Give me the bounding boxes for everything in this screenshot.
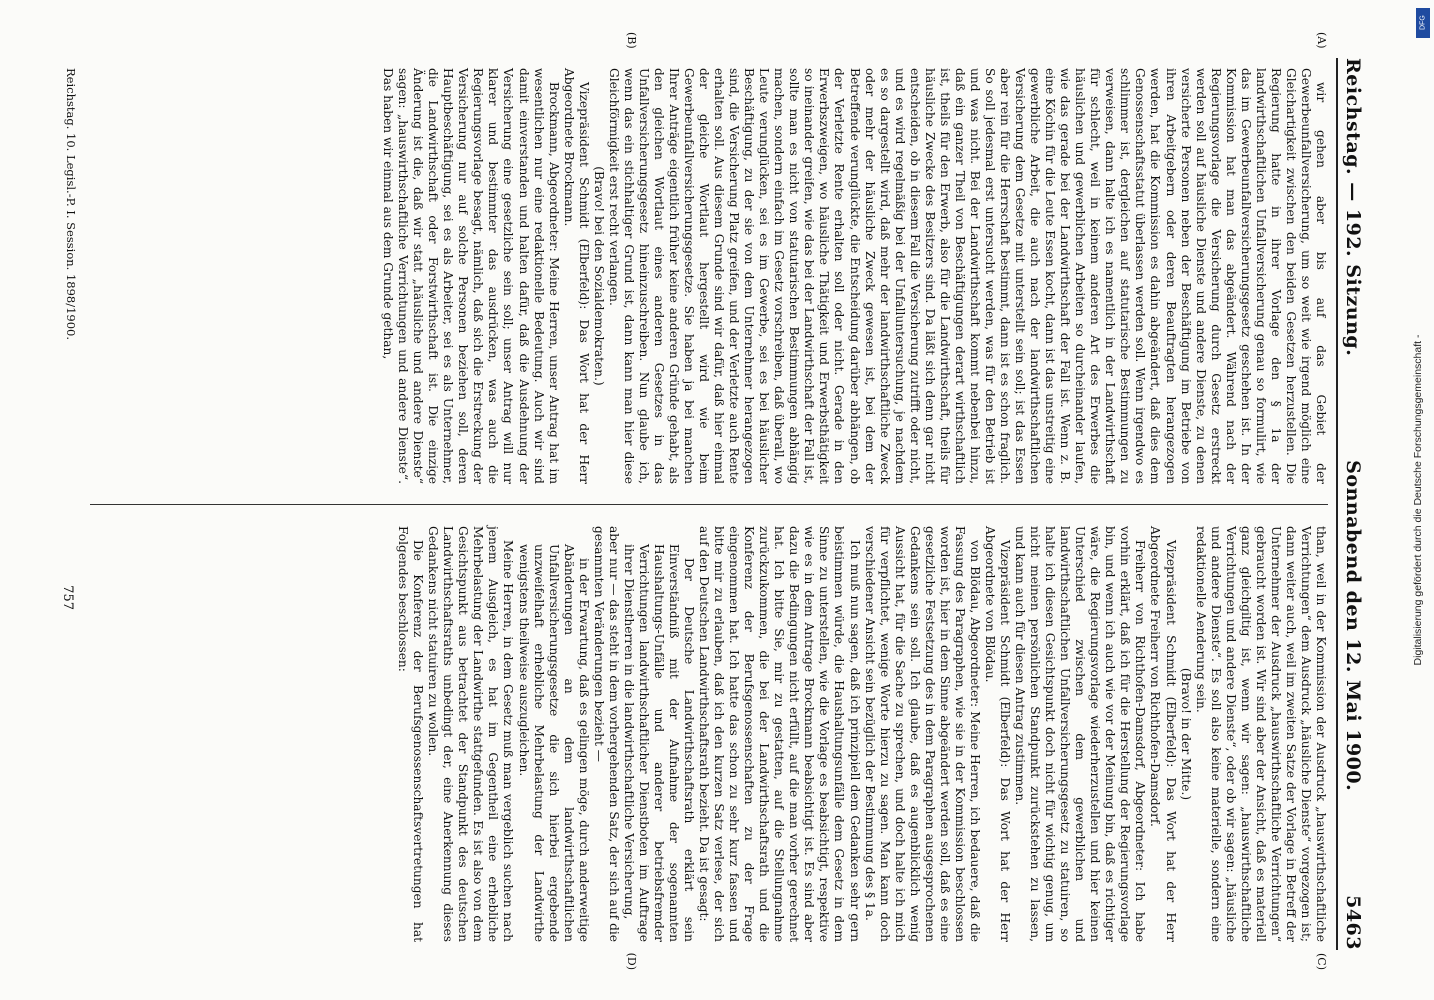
page-header [1336, 58, 1372, 950]
right-column [90, 526, 1328, 942]
paragraph: than, weil in der Kommission der Ausdruck „hauswirthschaftliche Verrichtungen“ dem Ausdruck „häusliche Dienste“ vorgezogen ist; dann weiter auch, weil im zweiten Satze der Vorlage in Betreff der Unternehmer der Ausdruck „hauswirthschaftliche Verrichtungen“ gebraucht worden ist. Wir sind aber der Ansicht, daß es materiell ganz gleichgiltig ist, wenn wir sagen: „hauswirthschaftliche Verrichtungen und andere Dienste“, oder ob wir sagen: „häusliche und andere Dienste“. Es soll also keine materielle, sondern eine redaktionelle Aenderung sein. [1193, 526, 1328, 942]
paragraph: aber nur — das steht in dem vorhergehenden Satz, der sich auf die gesammten Veränderungen bezieht — [591, 526, 621, 942]
footer-session: Reichstag. 10. Legisl.-P. I. Session. 1898/1900. [64, 68, 78, 341]
paragraph: Freiherr von Richthofen-Damsdorf, Abgeordneter: Ich habe vorhin erklärt, daß ich für die Herstellung der Regierungsvorlage bin, und wenn ich auch wie vor der Meinung bin, daß es richtiger wäre, die Regierungsvorlage wiederherzustellen und hier keinen Unterschied zwischen dem gewerblichen und landwirthschaftlichen Unfallversicherungsgesetz zu statuiren, so halte ich diesen Gesichtspunkt doch nicht für wichtig genug, um nicht meinen persönlichen Standpunkt zurückstehen zu lassen, und kann auch für diesen Antrag zustimmen. [1013, 526, 1148, 942]
paragraph: Vizepräsident Schmidt (Elberfeld): Das Wort hat der Herr Abgeordnete Brockmann. [561, 68, 591, 484]
paragraph: wir gehen aber bis auf das Gebiet der Gewerbeunfallversicherung, um so weit wie irgend möglich eine Gleichartigkeit zwischen den beiden Gesetzen herzustellen. Die Regierung hatte in ihrer Vorlage den § 1a der landwirthschaftlichen Unfallversicherung genau so formulirt, wie das im Gewerbeunfallversicherungsgesetz geschehen ist. In der Kommission hat man das abgeändert. Während nach der Regierungsvorlage die Versicherung durch Gesetz erstreckt werden soll auf häusliche Dienste und andere Dienste, zu denen versicherte Personen neben der Beschäftigung im Betriebe von ihren Arbeitgebern oder deren Beauftragten herangezogen werden, hat die Kommission es dahin abgeändert, daß dies dem Genossenschaftsstatut überlassen werden soll. Wenn irgendwo es schlimmer ist, dergleichen auf statutarische Bestimmungen zu verweisen, dann halte ich es namentlich in der Landwirthschaft für schlecht, weil in keinem anderen Art des Erwerbes die häuslichen und gewerblichen Arbeiten so durcheinander laufen, wie das gerade bei der Landwirthschaft der Fall ist. Wenn z. B. eine Köchin für die Leute Essen kocht, dann ist das unstreitig eine gewerbliche Arbeit, die auch nach der landwirthschaftlichen Versicherung dem Gesetze mit unterstellt sein soll; ist das Essen aber rein für die Herrschaft bestimmt, dann ist es schon fraglich. So soll jedesmal erst untersucht werden, was für den Betrieb ist und was nicht. Bei der Landwirthschaft kommt nebenbei hinzu, daß ein ganzer Theil von Beschäftigungen derart wirthschaftlich ist, theils für den Erwerb, also für die Landwirthschaft, theils für häusliche Zwecke des Besitzers sind. Da läßt sich denn gar nicht entscheiden, ob in diesem Fall die Versicherung zutrifft oder nicht, und es wird regelmäßig bei der Unfalluntersuchung, je nachdem es so dargestellt wird, daß mehr der landwirthschaftliche Zweck oder mehr der häusliche Zweck gewesen ist, bei dem der Betreffende verunglückte, die Entscheidung darüber abhängen, ob der Verletzte Rente erhalten soll oder nicht. Gerade in den Erwerbszweigen, wo häusliche Thätigkeit und Erwerbsthätigkeit so ineinander greifen, wie das bei der Landwirthschaft der Fall ist, sollte man es nicht von statutarischen Bestimmungen abhängig machen, sondern einfach im Gesetz vorschreiben, daß überall, wo Leute verunglücken, sei es im Gewerbe, sei es bei häuslicher Beschäftigung, zu der sie von dem Unternehmer herangezogen sind, die Versicherung Platz greifen, und der Verletzte auch Rente erhalten soll. Aus diesem Grunde sind wir dafür, daß hier einmal der gleiche Wortlaut hergestellt wird wie beim Gewerbeunfallversicherungsgesetze. Sie haben ja bei manchen Ihrer Anträge eigentlich früher keine anderen Gründe gehabt, als den gleichen Wortlaut eines anderen Gesetzes in das Unfallversicherungsgesetz hineinzuschreiben. Nun glaube ich, wenn das ein stichhaltiger Grund ist, dann kann man hier diese Gleichförmigkeit erst recht verlangen. [606, 68, 1328, 484]
page-number: 5463 [1342, 895, 1364, 950]
paragraph: Brockmann, Abgeordneter: Meine Herren, unser Antrag hat im wesentlichen nur eine redaktionelle Bedeutung. Auch wir sind damit einverstanden und halten dafür, daß die Ausdehnung der Versicherung eine gesetzliche sein soll; unser Antrag will nur klarer und bestimmter das ausdrücken, was auch die Regierungsvorlage besagt, nämlich, daß sich die Erstreckung der Versicherung nur auf solche Personen beziehen soll, deren Hauptbeschäftigung, sei es als Arbeiter, sei es als Unternehmer, die Landwirthschaft oder Forstwirthschaft ist. Die einzige Änderung ist die, daß wir statt „häusliche und andere Dienste“ sagen: „hauswirthschaftliche Verrichtungen und andere Dienste“. Das haben wir einmal aus dem Grunde gethan, [381, 68, 561, 484]
column-rule [90, 504, 1328, 505]
quotation: Der Deutsche Landwirthschaftsrath erklärt sein Einverständniß mit der Aufnahme der sogenannten Haushaltungs-Unfälle und anderer betriebsfremder Verrichtungen landwirthschaftlicher Dienstboten im Auftrage ihrer Dienstherren in die landwirthschaftliche Versicherung, [621, 544, 697, 942]
margin-label-c: (C) [1315, 953, 1328, 970]
paragraph: Vizepräsident Schmidt (Elberfeld): Das Wort hat der Herr Abgeordnete von Blödau. [982, 526, 1013, 942]
header-left: Reichstag. — 192. Sitzung. [1342, 58, 1364, 357]
text-columns [90, 32, 1328, 970]
quotation: in der Erwartung, daß es gelingen möge, durch anderweitige Abänderungen an dem landwirthschaftlichen Unfallversicherungsgesetze die sich hierbei ergebende unzweifelhaft erhebliche Mehrbelastung der Landwirthe wenigstens theilweise auszugleichen. [516, 544, 591, 942]
left-column [90, 68, 1328, 484]
paragraph: Die Konferenz der Berufsgenossenschaftsvertretungen hat Folgendes beschlossen: [396, 526, 426, 942]
interjection: (Bravo! in der Mitte.) [1178, 667, 1193, 801]
interjection: (Bravo! bei den Sozialdemokraten.) [591, 166, 606, 386]
footer-sheet-number: 757 [60, 585, 75, 610]
header-center: Sonnabend den 12. Mai 1900. [1342, 460, 1364, 792]
digitization-credit: Digitalisierung gefördert durch die Deutsche Forschungsgemeinschaft - [1412, 334, 1424, 666]
rotated-document-page [50, 30, 1390, 970]
margin-label-d: (D) [625, 952, 638, 970]
paragraph: Meine Herren, in dem Gesetz muß man vergeblich suchen nach jenem Ausgleich, es hat im Gegentheil eine erhebliche Mehrbelastung der Landwirthe stattgefunden. Es ist also von dem Gesichtspunkt aus betrachtet der Standpunkt des deutschen Landwirthschaftsraths unbedingt der, eine Anerkennung dieses Gedankens nicht statuiren zu wollen. [426, 526, 516, 942]
margin-label-b: (B) [625, 32, 638, 49]
paragraph: Vizepräsident Schmidt (Elberfeld): Das Wort hat der Herr Abgeordnete Freiherr von Richthofen-Damsdorf. [1148, 526, 1178, 942]
dfg-logo: DFG [1416, 8, 1430, 38]
paragraph: Ich muß nun sagen, daß ich prinzipiell dem Gedanken sehr gern beistimmen würde, die Haushaltungsunfälle dem Gesetz in dem Sinne zu unterstellen, wie die Vorlage es beabsichtigt, respektive wie es in dem Antrage Brockmann beabsichtigt ist. Es sind aber dazu die Bedingungen nicht erfüllt, auf die man vorher gerechnet hat. Ich bitte Sie, mir zu gestatten, auf die Stellungnahme zurückzukommen, die bei der Landwirthschaftsrath und die Konferenz der Berufsgenossenschaften zu der Frage eingenommen hat. Ich hatte das schon zu sehr kurz fassen und bitte mir zu erlauben, daß ich den kurzen Satz verlese, der sich auf den Deutschen Landwirthschaftsrath bezieht. Da ist gesagt: [697, 526, 862, 942]
margin-label-a: (A) [1315, 32, 1328, 49]
paragraph: von Blödau, Abgeordneter: Meine Herren, ich bedauere, daß die Fassung des Paragraphen, wie sie in der Kommission beschlossen worden ist, hier in dem Sinne abgeändert werden soll, daß es eine gesetzliche Festsetzung des in dem Paragraphen ausgesprochenen Gedankens sein soll. Ich glaube, daß es augenblicklich wenig Aussicht hat, für die Sache zu sprechen, und doch halte ich mich für verpflichtet, wenige Worte hierzu zu sagen. Man kann doch verschiedener Ansicht sein bezüglich der Bestimmung des § 1a. [862, 526, 982, 942]
